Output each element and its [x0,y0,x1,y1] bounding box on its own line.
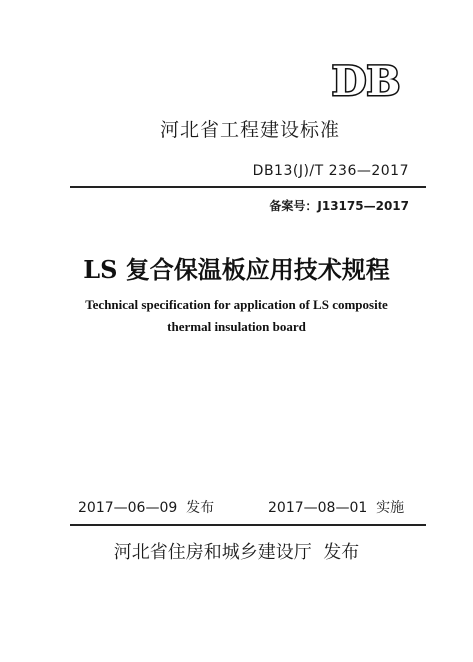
issue-date: 2017—06—09 发布 [78,500,215,516]
filing-number: 备案号：J13175—2017 [269,199,409,213]
header-divider [70,186,426,188]
publisher: 河北省住房和城乡建设厅 发布 [113,542,360,563]
standard-number: DB13(J)/T 236—2017 [252,163,409,179]
db-logo-text: DB [331,59,401,103]
document-title-english-line-1: Technical specification for application of LS composite [85,297,388,312]
document-title-chinese: LS 复合保温板应用技术规程 [83,255,390,284]
document-title-english-line-2: thermal insulation board [167,319,306,334]
db-standard-logo [318,59,414,103]
issuer-heading: 河北省工程建设标准 [160,119,341,141]
footer-divider [70,524,426,526]
implementation-date: 2017—08—01 实施 [268,500,405,516]
